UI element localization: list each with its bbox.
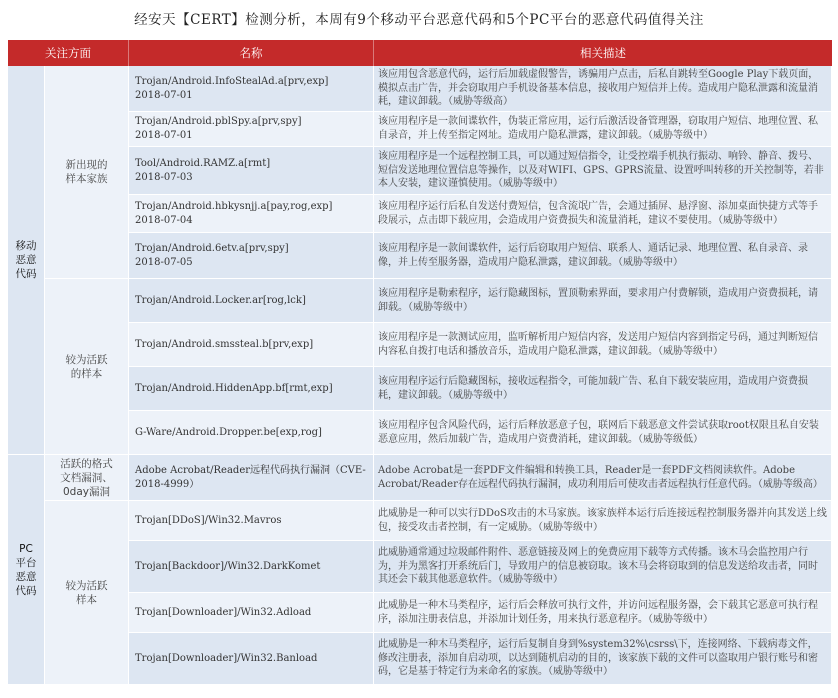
sample-description: 此威胁是一种木马类程序，运行后复制自身到%system32%\csrss\下，连接网络、下载病毒文件，修改注册表，添加自启动项，以达到随机启动的目的，该家族下载的文件可以盗取用户银行账号和密码，它是基于特定行为来命名的家族。（威胁等级中）: [374, 633, 832, 685]
sample-name: Trojan[Downloader]/Win32.Adload: [129, 593, 374, 633]
sample-name: G-Ware/Android.Dropper.be[exp,rog]: [135, 426, 322, 438]
sample-description: 该应用程序运行后私自发送付费短信，包含流氓广告，会通过插屏、悬浮窗、添加桌面快捷方式等手段展示，点击即下载应用，会造成用户资费损失和流量消耗，建议不要使用。（威胁等级中）: [374, 195, 832, 233]
sample-description: 该应用包含恶意代码，运行后加载虚假警告，诱骗用户点击，后私自跳转至Google Play下载页面，模拟点击广告，并会窃取用户手机设备基本信息，接收用户短信并上传。造成用户隐私泄露和流量消耗，建议卸载。（威胁等级高）: [374, 66, 832, 112]
table-row: [8, 367, 832, 411]
focus-active-pc: 较为活跃 样本: [45, 501, 129, 685]
sample-description: 此威胁是一种可以实行DDoS攻击的木马家族。该家族样本运行后连接远程控制服务器并向其发送上线包，接受攻击者控制，有一定威胁。（威胁等级中）: [374, 501, 832, 541]
sample-name: Trojan[Backdoor]/Win32.DarkKomet: [129, 541, 374, 593]
sample-name: Adobe Acrobat/Reader远程代码执行漏洞（CVE-2018-4999）: [129, 455, 374, 501]
sample-name-cell: [129, 323, 374, 367]
table-row: [8, 195, 832, 233]
focus-new-family: 新出现的 样本家族: [45, 66, 129, 279]
header-description: 相关描述: [374, 40, 832, 66]
sample-description: Adobe Acrobat是一套PDF文件编辑和转换工具，Reader是一套PDF文档阅读软件。Adobe Acrobat/Reader存在远程代码执行漏洞，成功利用后可使攻击者远程执行任意代码。（威胁等级高）: [374, 455, 832, 501]
table-row: [8, 66, 832, 112]
focus-active-vuln: 活跃的格式 文档漏洞、 0day漏洞: [45, 455, 129, 501]
sample-name-cell: [129, 367, 374, 411]
sample-name-cell: [129, 279, 374, 323]
sample-date: 2018-07-01: [135, 89, 193, 101]
table-row: [8, 501, 832, 541]
sample-name: Trojan/Android.InfoStealAd.a[prv,exp]: [135, 75, 329, 87]
sample-description: 该应用程序包含风险代码，运行后释放恶意子包，联网后下载恶意文件尝试获取root权限且私自安装恶意应用，然后加载广告，造成用户资费消耗，建议卸载。（威胁等级低）: [374, 411, 832, 455]
table-row: [8, 147, 832, 195]
focus-active-mobile: 较为活跃 的样本: [45, 279, 129, 455]
table-row: [8, 633, 832, 685]
sample-name: Trojan/Android.hbkysnjj.a[pay,rog,exp]: [135, 200, 333, 212]
group-pc: PC 平台 恶意 代码: [8, 455, 45, 685]
group-mobile: 移动 恶意 代码: [8, 66, 45, 455]
sample-date: 2018-07-03: [135, 171, 193, 183]
header-name: 名称: [129, 40, 374, 66]
table-row: [8, 593, 832, 633]
sample-name-cell: [129, 147, 374, 195]
table-row: [8, 112, 832, 147]
table-row: [8, 541, 832, 593]
sample-name: Trojan/Android.pblSpy.a[prv,spy]: [135, 116, 302, 128]
table-row: [8, 279, 832, 323]
sample-name-cell: [129, 411, 374, 455]
sample-description: 该应用程序运行后隐藏图标，接收远程指令，可能加载广告、私自下载安装应用，造成用户资费损耗，建议卸载。（威胁等级中）: [374, 367, 832, 411]
sample-name: Trojan[Downloader]/Win32.Banload: [129, 633, 374, 685]
sample-description: 此威胁通常通过垃圾邮件附件、恶意链接及网上的免费应用下载等方式传播。该木马会监控用户行为，并为黑客打开系统后门，导致用户的信息被窃取。该木马会将窃取到的信息发送给攻击者，同时其还会下载其他恶意软件。（威胁等级中）: [374, 541, 832, 593]
sample-name: Trojan[DDoS]/Win32.Mavros: [129, 501, 374, 541]
sample-description: 此威胁是一种木马类程序，运行后会释放可执行文件，并访问远程服务器，会下载其它恶意可执行程序，添加注册表信息，并添加计划任务，用来执行恶意程序。（威胁等级中）: [374, 593, 832, 633]
sample-description: 该应用程序是勒索程序，运行隐藏图标，置顶勒索界面，要求用户付费解锁，造成用户资费损耗，请卸载。（威胁等级中）: [374, 279, 832, 323]
page-title: 经安天【CERT】检测分析，本周有9个移动平台恶意代码和5个PC平台的恶意代码值得关注: [134, 12, 704, 28]
sample-description: 该应用程序是一款间谍软件，运行后窃取用户短信、联系人、通话记录、地理位置、私自录音、录像，并上传至服务器，造成用户隐私泄露，建议卸载。（威胁等级中）: [374, 233, 832, 279]
sample-date: 2018-07-05: [135, 256, 193, 268]
sample-date: 2018-07-04: [135, 214, 193, 226]
sample-name-cell: [129, 66, 374, 112]
sample-name: Trojan/Android.HiddenApp.bf[rmt,exp]: [135, 382, 333, 394]
header-focus: 关注方面: [8, 40, 129, 66]
sample-description: 该应用程序是一款间谍软件，伪装正常应用，运行后激活设备管理器，窃取用户短信、地理位置、私自录音，并上传至指定网址。造成用户隐私泄露，建议卸载。（威胁等级中）: [374, 112, 832, 147]
sample-description: 该应用程序是一款测试应用，监听解析用户短信内容，发送用户短信内容到指定号码，通过判断短信内容私自拨打电话和播放音乐，造成用户隐私泄露，建议卸载。（威胁等级中）: [374, 323, 832, 367]
table-row: [8, 233, 832, 279]
sample-date: 2018-07-01: [135, 130, 193, 141]
table-row: [8, 455, 832, 501]
sample-name: Trojan/Android.Locker.ar[rog,lck]: [135, 294, 306, 306]
sample-name-cell: [129, 112, 374, 147]
sample-description: 该应用程序是一个远程控制工具，可以通过短信指令，让受控端手机执行振动、响铃、静音、拨号、短信发送地理位置信息等操作，以及对WIFI、GPS、GPRS流量、设置呼叫转移的开关控制等，若非本人安装，建议谨慎使用。（威胁等级中）: [374, 147, 832, 195]
sample-name-cell: [129, 195, 374, 233]
table-row: [8, 323, 832, 367]
sample-name-cell: [129, 233, 374, 279]
sample-name: Tool/Android.RAMZ.a[rmt]: [135, 157, 271, 169]
sample-name: Trojan/Android.smssteal.b[prv,exp]: [135, 338, 314, 350]
table-row: [8, 411, 832, 455]
sample-name: Trojan/Android.6etv.a[prv,spy]: [135, 242, 289, 254]
table-header: [8, 40, 832, 66]
threat-table: [8, 40, 832, 685]
